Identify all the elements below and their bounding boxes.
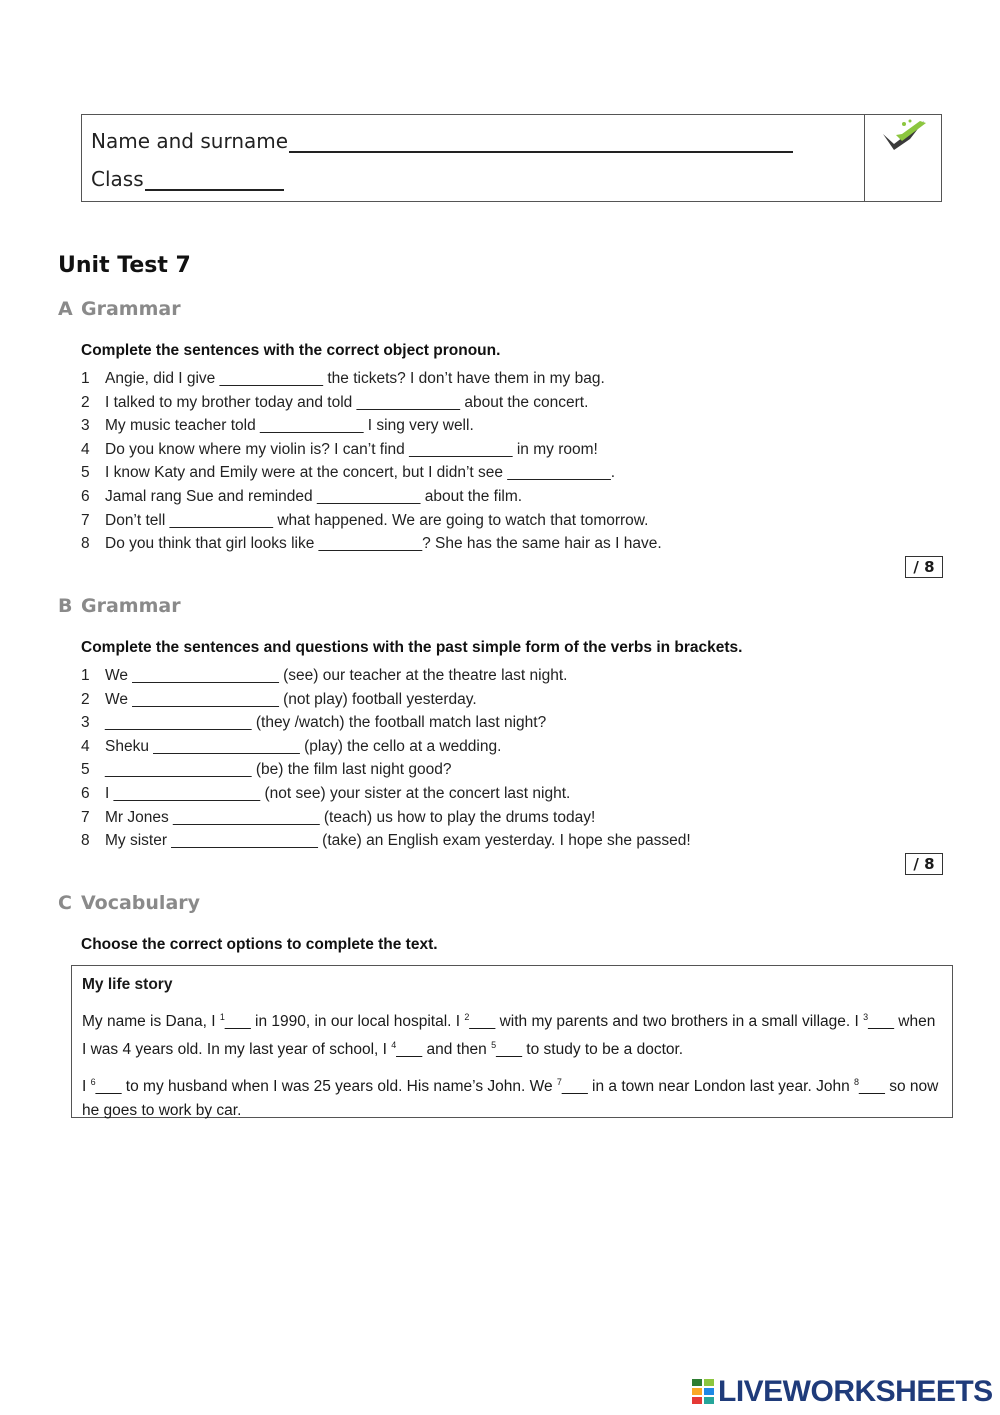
gap-number: 3 xyxy=(863,1012,869,1022)
list-item[interactable]: 8 My sister _________________ (take) an English exam yesterday. I hope she passed! xyxy=(81,832,691,850)
section-a-items xyxy=(81,367,662,556)
story-title: My life story xyxy=(82,976,173,993)
gap-number: 5 xyxy=(491,1039,497,1050)
section-title: Vocabulary xyxy=(81,892,201,914)
story-box xyxy=(71,965,953,1118)
list-item[interactable]: 7 Mr Jones _________________ (teach) us how to play the drums today! xyxy=(81,808,596,826)
section-letter: B xyxy=(58,595,73,617)
gap-number: 8 xyxy=(854,1077,860,1087)
section-c-instruction: Choose the correct options to complete the text. xyxy=(81,936,438,953)
gap-number: 6 xyxy=(90,1077,96,1087)
page-title: Unit Test 7 xyxy=(58,253,191,278)
liveworksheets-logo xyxy=(692,1375,993,1409)
gap-number: 2 xyxy=(464,1012,470,1022)
name-label: Name and surname xyxy=(91,129,289,153)
class-label: Class xyxy=(91,167,144,191)
brand-name: LIVEWORKSHEETS xyxy=(718,1375,993,1408)
story-paragraph-1: My name is Dana, I $^1$___ in 1990, in our local hospital. I $^2$___ with my parents and two brothers in a small village. I $^3$___ when I was 4 years old. In my last year of school, I $^4$___ and then $^5$___ to study to be a doctor. xyxy=(82,1012,936,1058)
section-a-heading xyxy=(58,298,181,320)
list-item[interactable]: 3 _________________ (they /watch) the football match last night? xyxy=(81,714,547,732)
list-item[interactable]: 4 Sheku _________________ (play) the cello at a wedding. xyxy=(81,737,502,755)
gap-number: 1 xyxy=(219,1012,225,1022)
logo-blocks-icon xyxy=(692,1379,714,1405)
section-title: Grammar xyxy=(81,298,181,320)
section-a-score: / 8 xyxy=(905,556,943,578)
student-info-box xyxy=(81,114,942,202)
section-letter: C xyxy=(58,892,72,914)
list-item[interactable]: 3 My music teacher told ____________ I sing very well. xyxy=(81,417,474,435)
list-item[interactable]: 2 We _________________ (not play) football yesterday. xyxy=(81,690,477,708)
list-item[interactable]: 5 I know Katy and Emily were at the concert, but I didn’t see ____________. xyxy=(81,464,616,482)
section-a-instruction: Complete the sentences with the correct object pronoun. xyxy=(81,342,501,359)
list-item[interactable]: 1 We _________________ (see) our teacher at the theatre last night. xyxy=(81,667,568,684)
gap-number: 7 xyxy=(556,1077,562,1087)
section-c-heading xyxy=(58,892,200,914)
story-paragraph-2: I $^6$___ to my husband when I was 25 years old. His name’s John. We $^7$___ in a town near London last year. John $^8$___ so now he goes to work by car. xyxy=(82,1077,939,1119)
list-item[interactable]: 1 Angie, did I give ____________ the tickets? I don’t have them in my bag. xyxy=(81,370,605,387)
section-title: Grammar xyxy=(81,595,181,617)
list-item[interactable]: 6 I _________________ (not see) your sister at the concert last night. xyxy=(81,784,571,802)
list-item[interactable]: 6 Jamal rang Sue and reminded ____________ about the film. xyxy=(81,487,523,505)
section-b-score: / 8 xyxy=(905,853,943,875)
section-b-heading xyxy=(58,595,181,617)
list-item[interactable]: 7 Don’t tell ____________ what happened. We are going to watch that tomorrow. xyxy=(81,511,649,529)
name-field[interactable] xyxy=(289,133,793,153)
name-line xyxy=(91,129,793,153)
section-b-instruction: Complete the sentences and questions with the past simple form of the verbs in brackets. xyxy=(81,639,743,656)
list-item[interactable]: 5 _________________ (be) the film last night good? xyxy=(81,761,452,779)
checkmark-icon xyxy=(880,117,930,153)
class-line xyxy=(91,167,284,191)
list-item[interactable]: 2 I talked to my brother today and told ____________ about the concert. xyxy=(81,393,589,411)
list-item[interactable]: 4 Do you know where my violin is? I can’t find ____________ in my room! xyxy=(81,440,598,458)
class-field[interactable] xyxy=(145,171,284,191)
header-divider xyxy=(864,115,865,201)
section-letter: A xyxy=(58,298,73,320)
list-item[interactable]: 8 Do you think that girl looks like ____________? She has the same hair as I have. xyxy=(81,535,662,553)
gap-number: 4 xyxy=(391,1039,397,1050)
section-b-items xyxy=(81,664,691,853)
